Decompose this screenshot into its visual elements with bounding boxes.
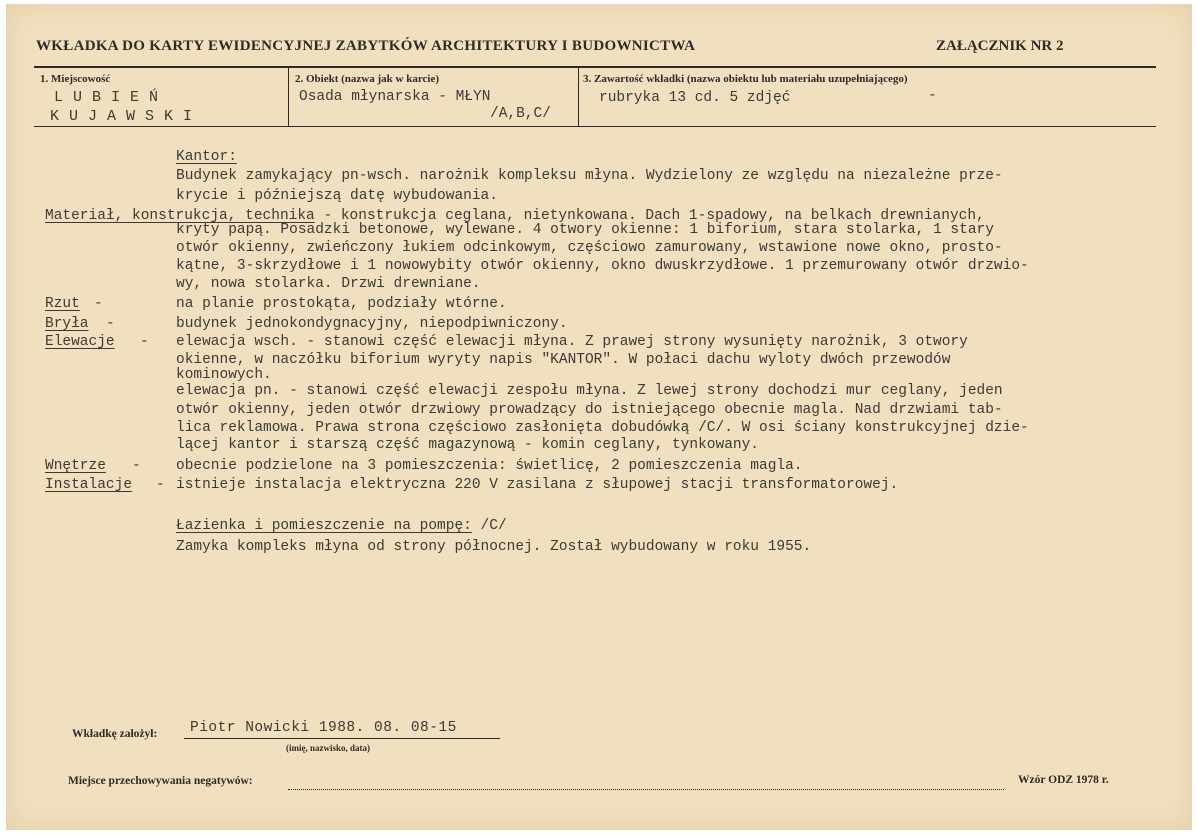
rzut-dash: - bbox=[94, 296, 103, 312]
material-line-3: otwór okienny, zwieńczony łukiem odcinkowym, częściowo zamurowany, wstawione nowe okno, prosto- bbox=[176, 240, 1003, 256]
field-divider-2 bbox=[578, 68, 579, 126]
card-title: WKŁADKA DO KARTY EWIDENCYJNEJ ZABYTKÓW ARCHITEKTURY I BUDOWNICTWA bbox=[36, 38, 696, 54]
lazienka-heading-row bbox=[176, 518, 507, 534]
wnetrze-label: Wnętrze bbox=[45, 458, 106, 474]
bryla-label: Bryła bbox=[45, 316, 89, 332]
fields-bottom-rule bbox=[34, 126, 1156, 127]
locality-label: 1. Miejscowość bbox=[40, 73, 111, 85]
object-value-2: /A,B,C/ bbox=[490, 106, 551, 122]
elewacje-line-4: elewacja pn. - stanowi część elewacji zespołu młyna. Z lewej strony dochodzi mur ceglany, jeden bbox=[176, 383, 1003, 399]
form-label: Wzór ODZ 1978 r. bbox=[1018, 774, 1109, 786]
locality-line-1: LUBIEŃ bbox=[54, 89, 169, 106]
lazienka-heading: Łazienka i pomieszczenie na pompę: bbox=[176, 518, 472, 534]
material-line-2: kryty papą. Posadzki betonowe, wylewane. 4 otwory okienne: 1 biforium, stara stolarka, 1 stary bbox=[176, 222, 994, 238]
content-label: 3. Zawartość wkładki (nazwa obiektu lub materiału uzupełniającego) bbox=[583, 73, 908, 85]
storage-label: Miejsce przechowywania negatywów: bbox=[68, 775, 253, 787]
wnetrze-dash: - bbox=[132, 458, 141, 474]
elewacje-line-3: kominowych. bbox=[176, 367, 272, 383]
elewacje-dash: - bbox=[140, 334, 149, 350]
elewacje-line-6: lica reklamowa. Prawa strona częściowo zasłonięta dobudówką /C/. W osi ściany konstrukcyjnej dzie- bbox=[176, 420, 1029, 436]
wnetrze-text: obecnie podzielone na 3 pomieszczenia: świetlicę, 2 pomieszczenia magla. bbox=[176, 458, 803, 474]
locality-line-2: KUJAWSKI bbox=[50, 108, 203, 125]
attachment-number: ZAŁĄCZNIK NR 2 bbox=[936, 38, 1064, 54]
inventory-card bbox=[6, 4, 1192, 830]
kantor-line-1: Budynek zamykający pn-wsch. narożnik kompleksu młyna. Wydzielony ze względu na niezależne prze- bbox=[176, 168, 1003, 184]
storage-dotted-line bbox=[288, 789, 1004, 790]
content-dash: - bbox=[928, 88, 937, 104]
elewacje-line-2: okienne, w naczółku biforium wyryty napis "KANTOR". W połaci dachu wyloty dwóch przewodów bbox=[176, 352, 951, 368]
founded-value: Piotr Nowicki 1988. 08. 08-15 bbox=[190, 720, 457, 736]
rzut-label: Rzut bbox=[45, 296, 80, 312]
kantor-heading: Kantor: bbox=[176, 149, 237, 165]
elewacje-label: Elewacje bbox=[45, 334, 115, 350]
founded-label: Wkładkę założył: bbox=[72, 728, 158, 740]
material-line-1: - konstrukcja ceglana, nietynkowana. Dach 1-spadowy, na belkach drewnianych, bbox=[314, 208, 985, 224]
instalacje-label: Instalacje bbox=[45, 477, 133, 493]
bryla-dash: - bbox=[106, 316, 115, 332]
instalacje-text: istnieje instalacja elektryczna 220 V zasilana z słupowej stacji transformatorowej. bbox=[176, 477, 899, 493]
material-line-4: kątne, 3-skrzydłowe i 1 nowowybity otwór okienny, okno dwuskrzydłowe. 1 przemurowany otwór drzwio- bbox=[176, 258, 1029, 274]
material-label: Materiał, konstrukcja, technika bbox=[45, 208, 315, 224]
kantor-line-2: krycie i późniejszą datę wybudowania. bbox=[176, 188, 498, 204]
founded-hint: (imię, nazwisko, data) bbox=[286, 743, 370, 753]
lazienka-text: Zamyka kompleks młyna od strony północnej. Został wybudowany w roku 1955. bbox=[176, 539, 812, 555]
elewacje-line-1: elewacja wsch. - stanowi część elewacji młyna. Z prawej strony wysunięty narożnik, 3 otwory bbox=[176, 334, 968, 350]
header-rule bbox=[34, 66, 1156, 68]
elewacje-line-5: otwór okienny, jeden otwór drzwiowy prowadzący do istniejącego obecnie magla. Nad drzwiami tab- bbox=[176, 402, 1003, 418]
object-value: Osada młynarska - MŁYN bbox=[299, 89, 491, 105]
material-line-5: wy, nowa stolarka. Drzwi drewniane. bbox=[176, 276, 481, 292]
object-label: 2. Obiekt (nazwa jak w karcie) bbox=[295, 73, 440, 85]
field-divider-1 bbox=[288, 68, 289, 126]
bryla-text: budynek jednokondygnacyjny, niepodpiwniczony. bbox=[176, 316, 568, 332]
rzut-text: na planie prostokąta, podziały wtórne. bbox=[176, 296, 507, 312]
lazienka-suffix: /C/ bbox=[471, 518, 507, 534]
founded-underline bbox=[184, 738, 500, 739]
content-value: rubryka 13 cd. 5 zdjęć bbox=[599, 90, 791, 106]
instalacje-dash: - bbox=[156, 477, 165, 493]
elewacje-line-7: lącej kantor i starszą część magazynową - komin ceglany, tynkowany. bbox=[176, 437, 759, 453]
